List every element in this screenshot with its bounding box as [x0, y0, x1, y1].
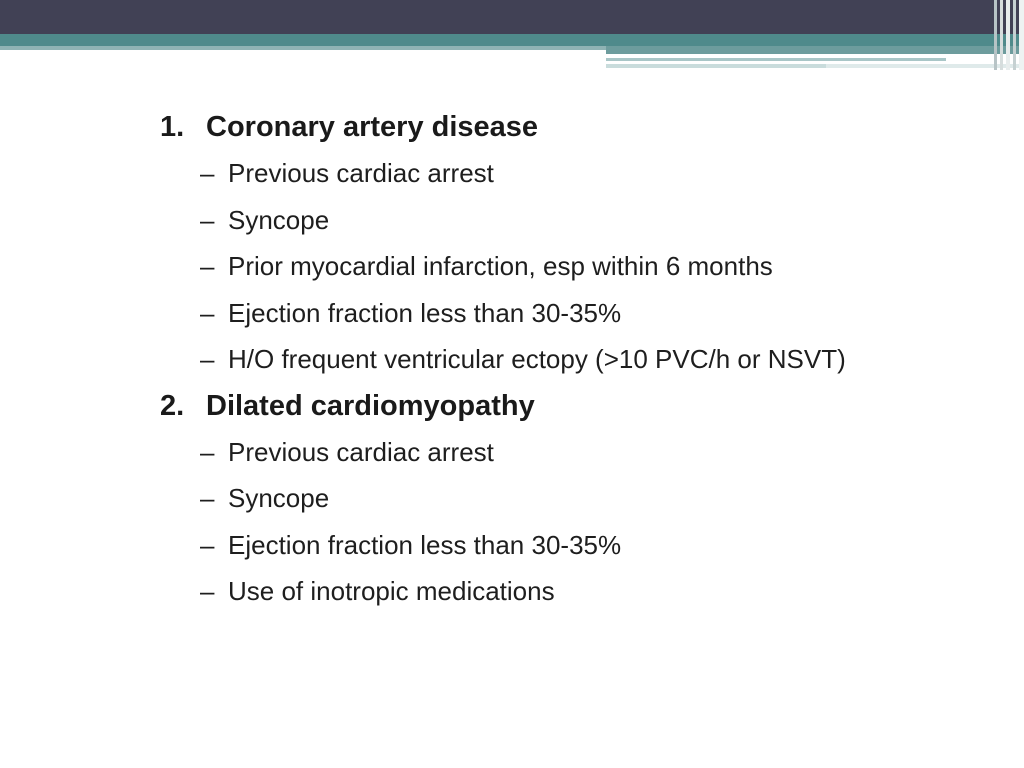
section-title: Coronary artery disease [206, 111, 539, 143]
section-number: 1. [160, 111, 185, 143]
header-band-dark [0, 0, 1024, 34]
dash-bullet-icon: – [200, 204, 215, 235]
header-accent-bar [606, 46, 1024, 54]
header-accent-line [606, 64, 826, 68]
header-vertical-stripe [1019, 0, 1024, 70]
section-heading [160, 104, 980, 150]
header-vertical-stripe [1000, 0, 1003, 70]
bullet-list [160, 429, 980, 615]
list-item-text: Previous cardiac arrest [228, 158, 494, 188]
list-item-text: Prior myocardial infarction, esp within 6 months [228, 251, 773, 281]
section-dilated-cardiomyopathy [160, 383, 980, 615]
dash-bullet-icon: – [200, 576, 215, 606]
dash-bullet-icon: – [200, 436, 215, 467]
header-band-thin [0, 46, 606, 50]
list-item [200, 150, 980, 197]
section-title: Dilated cardiomyopathy [206, 389, 535, 422]
dash-bullet-icon: – [200, 344, 215, 374]
list-item [200, 475, 980, 522]
list-item [200, 290, 980, 337]
list-item [200, 336, 980, 383]
bullet-list [160, 150, 980, 383]
list-item-text: Use of inotropic medications [228, 576, 555, 606]
dash-bullet-icon: – [200, 251, 215, 281]
list-item-text: Syncope [228, 204, 330, 235]
dash-bullet-icon: – [200, 529, 215, 560]
header-vertical-stripe [994, 0, 997, 70]
list-item-text: Syncope [228, 483, 330, 513]
slide-body [160, 104, 980, 615]
list-item-text: Previous cardiac arrest [228, 436, 494, 467]
section-coronary-artery-disease [160, 104, 980, 383]
header-vertical-stripe [1013, 0, 1016, 70]
list-item [200, 522, 980, 569]
list-item-text: Ejection fraction less than 30-35% [228, 297, 622, 328]
list-item [200, 568, 980, 615]
dash-bullet-icon: – [200, 158, 215, 188]
list-item-text: H/O frequent ventricular ectopy (>10 PVC/h or NSVT) [228, 344, 846, 374]
header-vertical-stripe [1006, 0, 1010, 70]
list-item-text: Ejection fraction less than 30-35% [228, 529, 622, 560]
list-item [200, 197, 980, 244]
header-accent-line [606, 58, 946, 61]
list-item [200, 429, 980, 476]
section-heading [160, 383, 980, 429]
dash-bullet-icon: – [200, 297, 215, 328]
dash-bullet-icon: – [200, 483, 215, 513]
list-item [200, 243, 980, 290]
header-band-teal [0, 34, 1024, 46]
section-number: 2. [160, 389, 185, 422]
